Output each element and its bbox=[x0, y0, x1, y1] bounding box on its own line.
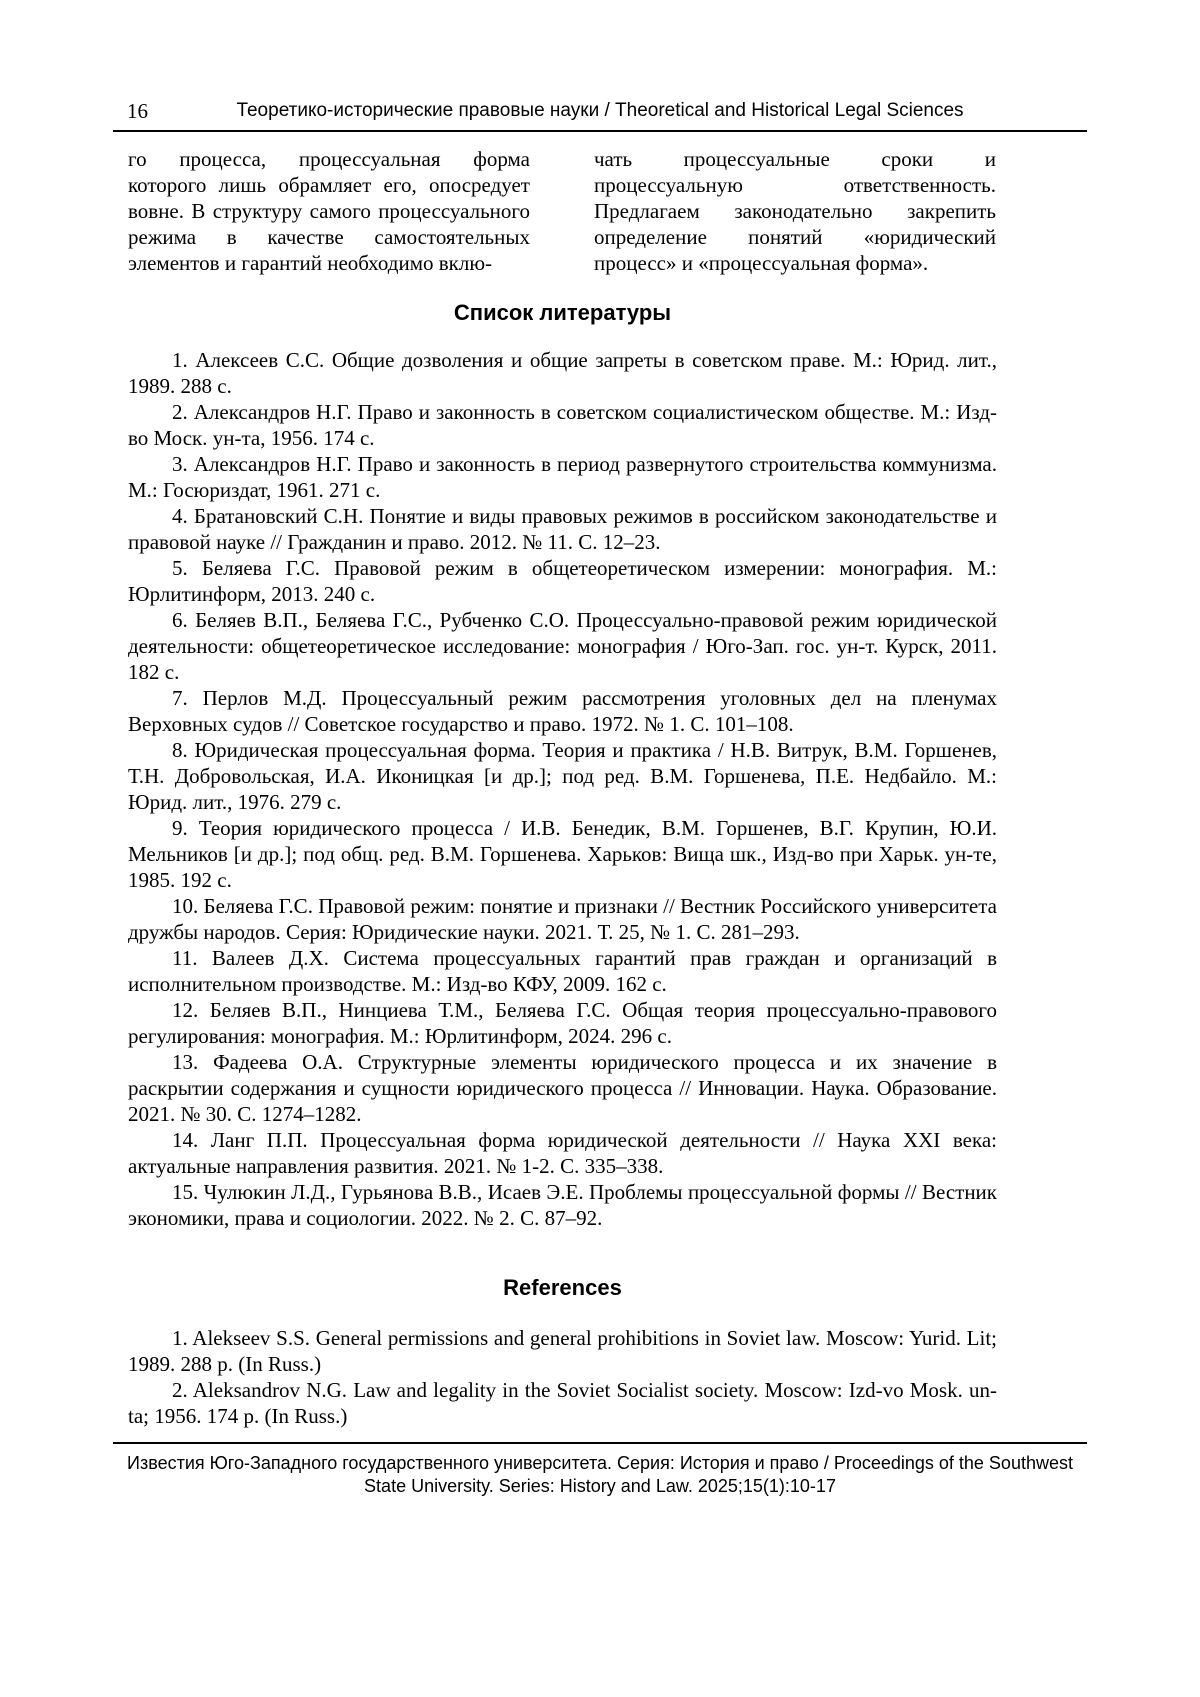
bibliography-item: 13. Фадеева О.А. Структурные элементы юридического процесса и их значение в раскрытии содержания и сущности юридического процесса // Инновации. Наука. Образование. 2021. № 30. С. 1274–1282. bbox=[128, 1050, 997, 1126]
bibliography-item: 2. Александров Н.Г. Право и законность в советском социалистическом обществе. М.: Изд-во Моск. ун-та, 1956. 174 с. bbox=[128, 400, 997, 450]
bibliography-item: 9. Теория юридического процесса / И.В. Бенедик, В.М. Горшенев, В.Г. Крупин, Ю.И. Мельников [и др.]; под общ. ред. В.М. Горшенева. Харьков: Вища шк., Изд-во при Харьк. ун-те, 1985. 192 с. bbox=[128, 816, 997, 892]
bibliography-item: 14. Ланг П.П. Процессуальная форма юридической деятельности // Наука XXI века: актуальные направления развития. 2021. № 1-2. С. 335–338. bbox=[128, 1128, 997, 1178]
body-right-column: чать процессуальные сроки и процессуальную ответственность. Предлагаем законодательно закрепить определение понятий «юридический процесс» и «процессуальная форма». bbox=[594, 147, 996, 275]
footer-line-1: Известия Юго-Западного государственного университета. Серия: История и право / Proceedings of the Southwest bbox=[127, 1453, 1073, 1473]
bibliography-title: Список литературы bbox=[453, 300, 672, 325]
bibliography-item: 11. Валеев Д.Х. Система процессуальных гарантий прав граждан и организаций в исполнительном производстве. М.: Изд-во КФУ, 2009. 162 с. bbox=[128, 946, 997, 996]
footer-line-2: State University. Series: History and Law. 2025;15(1):10-17 bbox=[364, 1476, 836, 1496]
page-body bbox=[128, 146, 997, 1429]
page-number: 16 bbox=[127, 99, 148, 123]
page-header bbox=[113, 100, 1087, 132]
page-footer bbox=[113, 1442, 1087, 1498]
body-left-column: го процесса, процессуальная форма которого лишь обрамляет его, опосредует вовне. В структуру самого процессуального режима в качестве самостоятельных элементов и гарантий необходимо вклю- bbox=[128, 147, 530, 275]
running-head: Теоретико-исторические правовые науки / Theoretical and Historical Legal Sciences bbox=[236, 100, 964, 121]
bibliography-item: 12. Беляев В.П., Нинциева Т.М., Беляева Г.С. Общая теория процессуально-правового регулирования: монография. М.: Юрлитинформ, 2024. 296 с. bbox=[128, 998, 997, 1048]
bibliography-item: 10. Беляева Г.С. Правовой режим: понятие и признаки // Вестник Российского университета дружбы народов. Серия: Юридические науки. 2021. Т. 25, № 1. С. 281–293. bbox=[128, 894, 997, 944]
bibliography-item: 4. Братановский С.Н. Понятие и виды правовых режимов в российском законодательстве и правовой науке // Гражданин и право. 2012. № 11. С. 12–23. bbox=[128, 504, 997, 554]
bibliography-item: 6. Беляев В.П., Беляева Г.С., Рубченко С.О. Процессуально-правовой режим юридической деятельности: общетеоретическое исследование: монография / Юго-Зап. гос. ун-т. Курск, 2011. 182 с. bbox=[128, 608, 997, 684]
bibliography-item: 8. Юридическая процессуальная форма. Теория и практика / Н.В. Витрук, В.М. Горшенев, Т.Н. Добровольская, И.А. Иконицкая [и др.]; под ред. В.М. Горшенева, П.Е. Недбайло. М.: Юрид. лит., 1976. 279 с. bbox=[128, 738, 997, 814]
reference-item: 2. Aleksandrov N.G. Law and legality in the Soviet Socialist society. Moscow: Izd-vo Mosk. un-ta; 1956. 174 p. (In Russ.) bbox=[128, 1378, 997, 1428]
bibliography-item: 7. Перлов М.Д. Процессуальный режим рассмотрения уголовных дел на пленумах Верховных судов // Советское государство и право. 1972. № 1. С. 101–108. bbox=[128, 686, 997, 736]
bibliography-item: 5. Беляева Г.С. Правовой режим в общетеоретическом измерении: монография. М.: Юрлитинформ, 2013. 240 с. bbox=[128, 556, 997, 606]
bibliography-item: 1. Алексеев С.С. Общие дозволения и общие запреты в советском праве. М.: Юрид. лит., 1989. 288 с. bbox=[128, 348, 997, 398]
bibliography-item: 15. Чулюкин Л.Д., Гурьянова В.В., Исаев Э.Е. Проблемы процессуальной формы // Вестник экономики, права и социологии. 2022. № 2. С. 87–92. bbox=[128, 1180, 997, 1230]
bibliography-item: 3. Александров Н.Г. Право и законность в период развернутого строительства коммунизма. М.: Госюриздат, 1961. 271 с. bbox=[128, 452, 997, 502]
reference-item: 1. Alekseev S.S. General permissions and general prohibitions in Soviet law. Moscow: Yurid. Lit; 1989. 288 p. (In Russ.) bbox=[128, 1326, 997, 1376]
bibliography-list bbox=[128, 347, 997, 1231]
two-column-text bbox=[128, 146, 997, 276]
references-list bbox=[128, 1325, 997, 1429]
references-title: References bbox=[503, 1275, 622, 1300]
